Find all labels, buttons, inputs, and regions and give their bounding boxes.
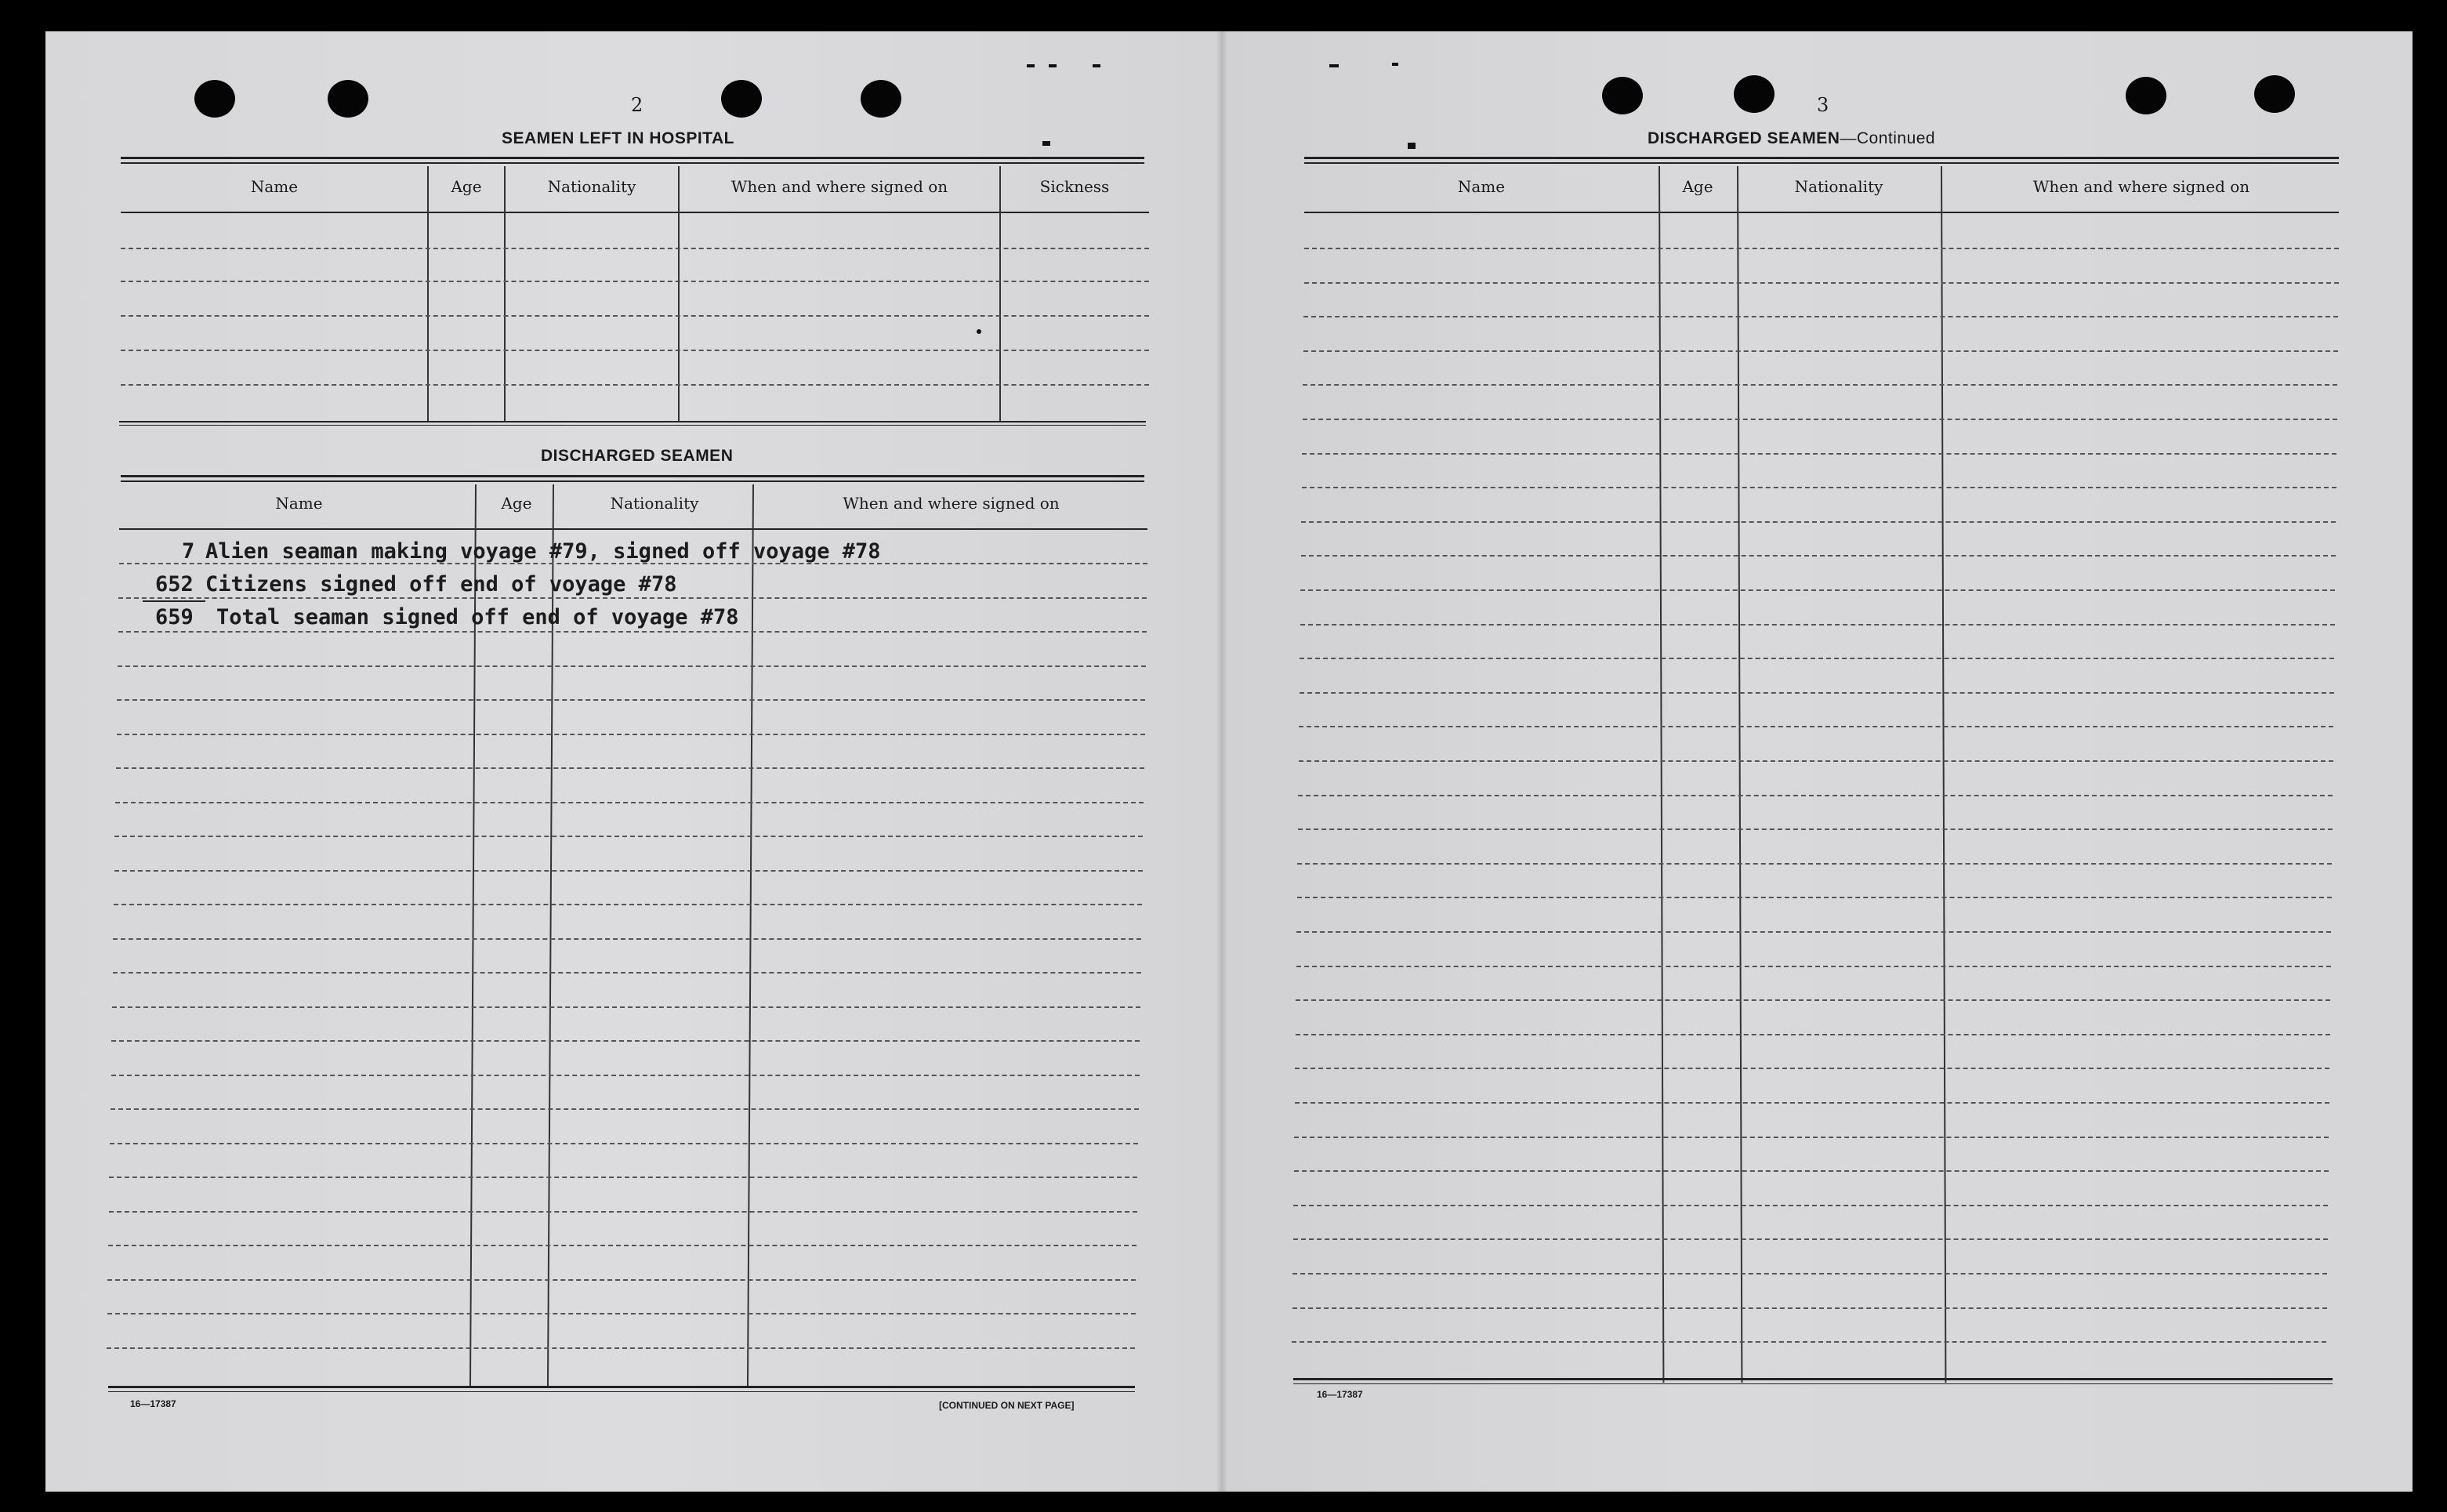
- column-header-nationality: Nationality: [547, 177, 636, 196]
- total-underline: [143, 600, 205, 602]
- entry-line: [1303, 419, 2337, 420]
- column-header-age: Age: [451, 177, 482, 196]
- typed-entry-count: 659: [155, 605, 194, 629]
- title-suffix: —Continued: [1840, 129, 1936, 147]
- entry-line: [1300, 658, 2334, 659]
- table-top-rule: [121, 162, 1144, 164]
- header-bottom-rule: [119, 528, 1147, 530]
- entry-line: [1300, 589, 2335, 591]
- entry-line: [109, 1211, 1137, 1213]
- punch-hole: [2126, 77, 2166, 114]
- table-bottom-rule: [119, 425, 1146, 426]
- entry-line: [1292, 1341, 2326, 1343]
- entry-line: [1296, 1034, 2330, 1035]
- entry-line: [1296, 931, 2331, 933]
- entry-line: [1293, 1205, 2328, 1206]
- column-header-age: Age: [1682, 177, 1713, 196]
- entry-line: [1300, 624, 2335, 625]
- entry-line: [112, 1006, 1140, 1008]
- ink-speck: [1027, 64, 1035, 67]
- punch-hole: [2254, 75, 2295, 113]
- entry-line: [1301, 555, 2336, 557]
- ink-speck: [1408, 143, 1416, 149]
- entry-line: [1296, 999, 2330, 1001]
- ink-speck: [1042, 141, 1050, 146]
- entry-line: [121, 350, 1149, 351]
- entry-line: [117, 734, 1145, 735]
- entry-line: [121, 248, 1149, 249]
- table-bottom-rule: [108, 1391, 1135, 1392]
- column-header-nationality: Nationality: [610, 494, 699, 513]
- entry-line: [1299, 726, 2333, 727]
- ink-speck: [1329, 64, 1339, 67]
- form-number: 16—17387: [1317, 1389, 1363, 1400]
- typed-entry-count: 7: [182, 539, 195, 564]
- entry-line: [1303, 384, 2337, 386]
- entry-line: [1304, 282, 2339, 284]
- entry-line: [116, 767, 1144, 769]
- column-header-sickness: Sickness: [1039, 177, 1110, 196]
- form-number: 16—17387: [130, 1398, 176, 1409]
- column-header-signed-on: When and where signed on: [2032, 177, 2250, 196]
- entry-line: [1302, 487, 2336, 488]
- entry-line: [1297, 863, 2332, 865]
- punch-hole: [328, 80, 368, 118]
- entry-line: [1296, 966, 2331, 967]
- table-bottom-rule: [119, 421, 1146, 422]
- entry-line: [118, 665, 1146, 667]
- entry-line: [1297, 897, 2332, 898]
- typed-entry-count: 652: [155, 572, 194, 596]
- punch-hole: [1734, 75, 1775, 113]
- entry-line: [121, 315, 1149, 317]
- punch-hole: [861, 80, 901, 118]
- entry-line: [1295, 1102, 2329, 1104]
- entry-line: [1298, 829, 2333, 830]
- punch-hole: [1602, 77, 1643, 114]
- table-bottom-rule: [1293, 1378, 2333, 1380]
- continued-note: [CONTINUED ON NEXT PAGE]: [939, 1400, 1075, 1411]
- table-top-rule: [1304, 162, 2339, 164]
- ink-speck: [1392, 63, 1398, 66]
- entry-line: [111, 1075, 1140, 1076]
- page-number: 2: [631, 94, 643, 116]
- table-top-rule: [121, 475, 1144, 477]
- entry-line: [1294, 1170, 2329, 1172]
- entry-line: [121, 384, 1149, 386]
- entry-line: [1292, 1307, 2327, 1309]
- page-number: 3: [1817, 94, 1829, 116]
- entry-line: [1292, 1273, 2327, 1275]
- entry-line: [1303, 316, 2338, 317]
- ink-speck: [1049, 64, 1057, 67]
- entry-line: [1304, 248, 2339, 249]
- discharged-section-title: DISCHARGED SEAMEN: [541, 447, 734, 465]
- entry-line: [121, 281, 1149, 282]
- entry-line: [107, 1313, 1136, 1314]
- entry-line: [113, 972, 1141, 974]
- header-bottom-rule: [121, 212, 1149, 213]
- typed-entry-text: Citizens signed off end of voyage #78: [205, 572, 677, 596]
- entry-line: [1295, 1068, 2329, 1069]
- entry-line: [1300, 692, 2334, 694]
- entry-line: [117, 699, 1145, 701]
- entry-line: [111, 1108, 1139, 1110]
- entry-line: [1298, 795, 2333, 796]
- entry-line: [118, 631, 1147, 633]
- entry-line: [1293, 1238, 2328, 1240]
- entry-line: [109, 1177, 1137, 1178]
- column-header-age: Age: [501, 494, 532, 513]
- typed-entry-text: Alien seaman making voyage #79, signed off voyage #78: [205, 539, 881, 564]
- entry-line: [115, 802, 1144, 803]
- entry-line: [108, 1245, 1136, 1246]
- entry-line: [1302, 453, 2336, 455]
- column-header-name: Name: [275, 494, 323, 513]
- entry-line: [114, 836, 1143, 837]
- entry-line: [1299, 760, 2333, 762]
- punch-hole: [721, 80, 762, 118]
- entry-line: [114, 870, 1143, 872]
- typed-entry-text: Total seaman signed off end of voyage #78: [216, 605, 739, 629]
- column-header-nationality: Nationality: [1794, 177, 1883, 196]
- column-header-signed-on: When and where signed on: [843, 494, 1060, 513]
- ink-speck: [977, 329, 981, 334]
- entry-line: [107, 1347, 1135, 1349]
- entry-line: [111, 1040, 1140, 1042]
- discharged-continued-title: [1648, 129, 1935, 148]
- column-header-name: Name: [250, 177, 299, 196]
- hospital-section-title: SEAMEN LEFT IN HOSPITAL: [502, 129, 734, 147]
- entry-line: [113, 938, 1141, 940]
- ink-speck: [1093, 64, 1100, 67]
- entry-line: [114, 904, 1142, 905]
- column-header-name: Name: [1457, 177, 1506, 196]
- entry-line: [1301, 521, 2336, 523]
- entry-line: [107, 1279, 1136, 1281]
- table-top-rule: [1304, 157, 2339, 159]
- header-bottom-rule: [1304, 212, 2339, 213]
- left-page: [45, 31, 1221, 1492]
- table-top-rule: [121, 480, 1144, 482]
- entry-line: [118, 597, 1147, 599]
- entry-line: [1294, 1137, 2329, 1138]
- title-bold: DISCHARGED SEAMEN: [1648, 129, 1840, 147]
- page-fold: [1216, 31, 1227, 1492]
- entry-line: [1303, 350, 2338, 352]
- table-top-rule: [121, 157, 1144, 159]
- table-bottom-rule: [1293, 1383, 2333, 1384]
- entry-line: [110, 1143, 1138, 1144]
- punch-hole: [194, 80, 235, 118]
- table-bottom-rule: [108, 1386, 1135, 1388]
- column-header-signed-on: When and where signed on: [730, 177, 948, 196]
